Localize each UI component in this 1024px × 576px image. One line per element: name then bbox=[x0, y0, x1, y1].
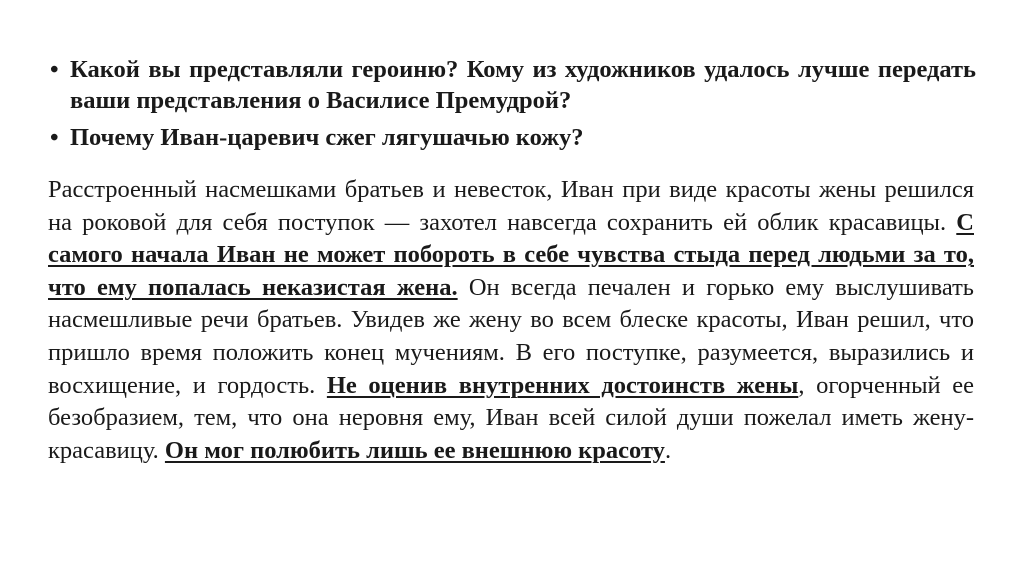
emphasis-text: С самого начала Иван не может побороть в себе чувства стыда перед людьми за то, что ему попалась неказистая жена. bbox=[48, 208, 974, 301]
paragraph-text: Он всегда печален и горько ему выслушивать насмешливые речи братьев. Увидев же жену во всем блеске красоты, Иван решил, что пришло время положить конец мучениям. В его поступке, разумеется, выразились и восхищение, и гордость. bbox=[48, 273, 974, 399]
bullet-icon: • bbox=[50, 56, 59, 83]
paragraph-text: , огорченный ее безобразием, тем, что она неровня ему, Иван всей силой души пожелал иметь жену-красавицу. bbox=[48, 371, 975, 464]
bullet-icon: • bbox=[50, 124, 59, 151]
answer-paragraph bbox=[48, 174, 974, 467]
paragraph-text: . bbox=[664, 436, 672, 464]
question-text: Почему Иван-царевич сжег лягушачью кожу? bbox=[70, 124, 584, 151]
question-list bbox=[48, 54, 976, 159]
paragraph-text: Расстроенный насмешками братьев и невесток, Иван при виде красоты жены решился на роковой для себя поступок — захотел навсегда сохранить ей облик красавицы. bbox=[48, 176, 974, 236]
emphasis-text: Он мог полюбить лишь ее внешнюю красоту bbox=[164, 436, 665, 464]
question-item-frog-skin bbox=[48, 122, 976, 153]
question-item-heroine bbox=[48, 54, 976, 116]
emphasis-text: Не оценив внутренних достоинств жены bbox=[326, 371, 799, 399]
question-text: Какой вы представляли героиню? Кому из художников удалось лучше передать ваши представления о Василисе Премудрой? bbox=[70, 56, 976, 114]
